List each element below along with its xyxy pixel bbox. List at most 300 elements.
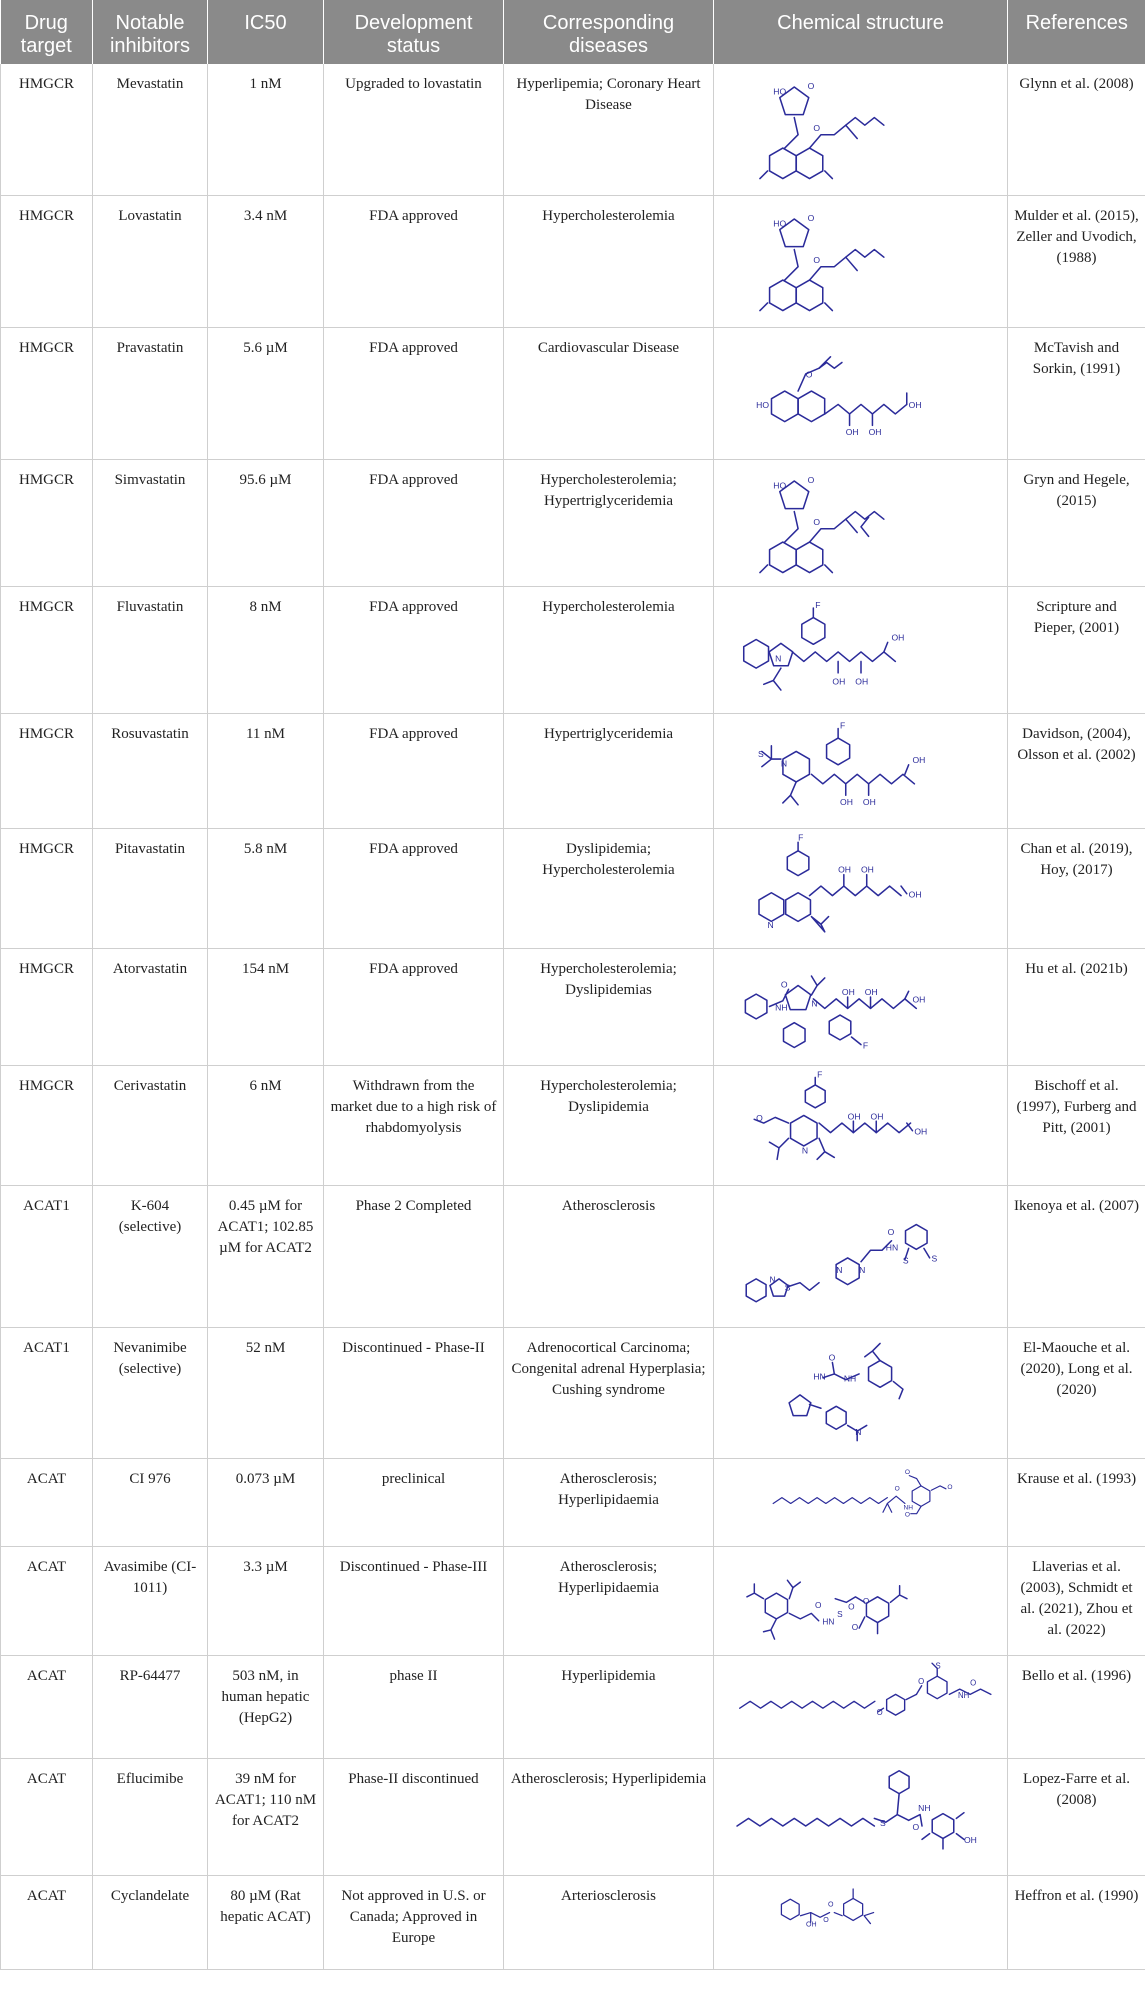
structure-bond bbox=[846, 250, 884, 258]
structure-atom-label: O bbox=[807, 81, 815, 92]
structure-bond bbox=[770, 542, 797, 573]
structure-atom-label: OH bbox=[868, 426, 882, 437]
development-status-cell: Not approved in U.S. or Canada; Approved in Europe bbox=[324, 1875, 504, 1969]
development-status-cell: FDA approved bbox=[324, 828, 504, 948]
diseases-cell: Atherosclerosis; Hyperlipidemia bbox=[504, 1758, 714, 1875]
structure-bond bbox=[805, 1085, 825, 1108]
development-status-cell: FDA approved bbox=[324, 586, 504, 713]
structure-bond bbox=[887, 1496, 905, 1503]
header-row bbox=[1, 0, 1145, 64]
structure-bond bbox=[789, 1613, 818, 1620]
structure-atom-label: OH bbox=[806, 1921, 817, 1929]
mevastatin-structure bbox=[718, 73, 1004, 185]
structure-bond bbox=[827, 738, 850, 765]
chemical-structure-cell bbox=[714, 1327, 1008, 1458]
table-row bbox=[1, 327, 1145, 459]
structure-atom-label: N bbox=[767, 920, 774, 931]
structure-atom-label: O bbox=[828, 1352, 836, 1363]
inhibitor-name-cell: RP-64477 bbox=[93, 1655, 208, 1758]
structure-atom-label: S bbox=[784, 1282, 791, 1293]
structure-bond bbox=[927, 1676, 947, 1699]
structure-bond bbox=[810, 1404, 821, 1408]
ic50-cell: 1 nM bbox=[208, 64, 324, 195]
structure-atom-label: OH bbox=[891, 631, 905, 642]
inhibitor-name-cell: Nevanimibe (selective) bbox=[93, 1327, 208, 1458]
chemical-structure-cell bbox=[714, 195, 1008, 327]
chemical-structure-cell bbox=[714, 1065, 1008, 1185]
drug-target-cell: ACAT1 bbox=[1, 1185, 93, 1327]
references-cell: Lopez-Farre et al. (2008) bbox=[1008, 1758, 1145, 1875]
diseases-cell: Hypercholesterolemia; Hypertriglyceridemia bbox=[504, 459, 714, 586]
chemical-structure-cell bbox=[714, 1655, 1008, 1758]
structure-bond bbox=[906, 1225, 928, 1250]
structure-atom-label: N bbox=[859, 1265, 866, 1276]
structure-bond bbox=[791, 1115, 818, 1146]
structure-atom-label: F bbox=[798, 832, 804, 843]
structure-bond bbox=[785, 511, 798, 542]
structure-bond bbox=[737, 1818, 874, 1826]
inhibitor-name-cell: Pitavastatin bbox=[93, 828, 208, 948]
structure-atom-label: O bbox=[904, 1511, 911, 1519]
structure-bond bbox=[912, 1486, 930, 1507]
structure-atom-label: OH bbox=[908, 400, 922, 411]
drug-target-cell: ACAT bbox=[1, 1875, 93, 1969]
structure-bond bbox=[890, 1586, 907, 1603]
drug-target-cell: HMGCR bbox=[1, 327, 93, 459]
structure-atom-label: N bbox=[811, 998, 818, 1009]
structure-bond bbox=[785, 250, 798, 281]
development-status-cell: Phase 2 Completed bbox=[324, 1185, 504, 1327]
references-cell: Llaverias et al. (2003), Schmidt et al. (2021), Zhou et al. (2022) bbox=[1008, 1546, 1145, 1655]
structure-bond bbox=[905, 991, 909, 999]
nevanimibe-structure bbox=[718, 1337, 1004, 1449]
structure-atom-label: N bbox=[801, 1145, 809, 1156]
cyclandelate-structure bbox=[718, 1878, 1004, 1966]
structure-bond bbox=[825, 404, 907, 414]
diseases-cell: Hypertriglyceridemia bbox=[504, 713, 714, 828]
structure-bond bbox=[745, 994, 767, 1019]
pitavastatin-structure bbox=[718, 832, 1004, 944]
references-cell: McTavish and Sorkin, (1991) bbox=[1008, 327, 1145, 459]
structure-atom-label: O bbox=[807, 212, 815, 223]
structure-bond bbox=[906, 1694, 916, 1699]
structure-bond bbox=[832, 1362, 834, 1373]
structure-bond bbox=[825, 564, 833, 572]
structure-atom-label: OH bbox=[841, 987, 855, 998]
ic50-cell: 52 nM bbox=[208, 1327, 324, 1458]
table-row bbox=[1, 1655, 1145, 1758]
structure-bond bbox=[798, 391, 825, 422]
structure-bond bbox=[901, 886, 907, 894]
references-cell: Hu et al. (2021b) bbox=[1008, 948, 1145, 1065]
structure-bond bbox=[771, 391, 798, 422]
structure-bond bbox=[811, 917, 828, 932]
structure-atom-label: HO bbox=[773, 218, 787, 229]
inhibitor-name-cell: Simvastatin bbox=[93, 459, 208, 586]
ic50-cell: 3.3 µM bbox=[208, 1546, 324, 1655]
development-status-cell: FDA approved bbox=[324, 195, 504, 327]
atorvastatin-structure bbox=[718, 951, 1004, 1062]
drug-target-cell: ACAT1 bbox=[1, 1327, 93, 1458]
table-row bbox=[1, 459, 1145, 586]
inhibitor-name-cell: Lovastatin bbox=[93, 195, 208, 327]
structure-bond bbox=[826, 1406, 846, 1429]
structure-atom-label: S bbox=[935, 1661, 941, 1671]
structure-bond bbox=[796, 280, 823, 311]
structure-bond bbox=[765, 1593, 787, 1619]
drug-target-cell: ACAT bbox=[1, 1458, 93, 1546]
structure-bond bbox=[783, 1023, 805, 1048]
chemical-structure-cell bbox=[714, 1875, 1008, 1969]
references-cell: Bischoff et al. (1997), Furberg and Pitt, (2001) bbox=[1008, 1065, 1145, 1185]
structure-atom-label: OH bbox=[832, 675, 846, 686]
structure-atom-label: O bbox=[912, 1821, 920, 1832]
structure-bond bbox=[819, 1123, 911, 1133]
structure-atom-label: O bbox=[970, 1678, 977, 1688]
inhibitor-name-cell: Pravastatin bbox=[93, 327, 208, 459]
structure-bond bbox=[783, 782, 798, 805]
drug-target-cell: HMGCR bbox=[1, 459, 93, 586]
references-cell: Chan et al. (2019), Hoy, (2017) bbox=[1008, 828, 1145, 948]
header-chemical-structure: Chemical structure bbox=[714, 0, 1008, 64]
structure-bond bbox=[846, 784, 869, 795]
structure-bond bbox=[883, 1503, 892, 1512]
chemical-structure-cell bbox=[714, 1185, 1008, 1327]
chemical-structure-cell bbox=[714, 948, 1008, 1065]
diseases-cell: Cardiovascular Disease bbox=[504, 327, 714, 459]
structure-atom-label: HO bbox=[756, 400, 770, 411]
chemical-structure-cell bbox=[714, 586, 1008, 713]
structure-atom-label: S bbox=[837, 1610, 843, 1620]
structure-atom-label: N bbox=[775, 652, 782, 663]
structure-bond bbox=[762, 746, 781, 767]
structure-bond bbox=[787, 851, 809, 876]
structure-bond bbox=[829, 1015, 851, 1040]
development-status-cell: FDA approved bbox=[324, 459, 504, 586]
structure-atom-label: OH bbox=[847, 1111, 861, 1122]
structure-bond bbox=[834, 1913, 842, 1916]
drug-target-cell: HMGCR bbox=[1, 195, 93, 327]
structure-bond bbox=[773, 1498, 887, 1504]
ic50-cell: 154 nM bbox=[208, 948, 324, 1065]
table-row bbox=[1, 1458, 1145, 1546]
structure-bond bbox=[956, 1834, 964, 1840]
structure-atom-label: F bbox=[815, 599, 821, 610]
structure-atom-label: O bbox=[862, 1597, 870, 1607]
inhibitor-name-cell: K-604 (selective) bbox=[93, 1185, 208, 1327]
structure-bond bbox=[850, 414, 873, 425]
structure-bond bbox=[764, 668, 781, 690]
structure-bond bbox=[770, 280, 797, 311]
structure-bond bbox=[740, 1701, 875, 1708]
chemical-structure-cell bbox=[714, 459, 1008, 586]
header-drug-target: Drug target bbox=[1, 0, 93, 64]
inhibitor-name-cell: Rosuvastatin bbox=[93, 713, 208, 828]
chemical-structure-cell bbox=[714, 828, 1008, 948]
ic50-cell: 5.8 nM bbox=[208, 828, 324, 948]
lovastatin-structure bbox=[718, 205, 1004, 317]
structure-atom-label: OH bbox=[861, 864, 874, 875]
inhibitor-name-cell: CI 976 bbox=[93, 1458, 208, 1546]
structure-bond bbox=[866, 1597, 888, 1623]
structure-atom-label: S bbox=[880, 1818, 886, 1829]
structure-atom-label: O bbox=[887, 1227, 895, 1238]
structure-bond bbox=[909, 1476, 946, 1514]
structure-atom-label: O bbox=[851, 1622, 859, 1632]
development-status-cell: Discontinued - Phase-III bbox=[324, 1546, 504, 1655]
ic50-cell: 503 nM, in human hepatic (HepG2) bbox=[208, 1655, 324, 1758]
structure-bond bbox=[889, 1771, 909, 1794]
structure-atom-label: N bbox=[836, 1265, 843, 1276]
diseases-cell: Dyslipidemia; Hypercholesterolemia bbox=[504, 828, 714, 948]
structure-atom-label: O bbox=[807, 474, 815, 485]
inhibitor-name-cell: Cerivastatin bbox=[93, 1065, 208, 1185]
diseases-cell: Hyperlipemia; Coronary Heart Disease bbox=[504, 64, 714, 195]
structure-atom-label: OH bbox=[862, 796, 876, 807]
structure-bond bbox=[819, 362, 842, 368]
ic50-cell: 11 nM bbox=[208, 713, 324, 828]
diseases-cell: Hypercholesterolemia; Dyslipidemias bbox=[504, 948, 714, 1065]
table-row bbox=[1, 1065, 1145, 1185]
drug-target-cell: HMGCR bbox=[1, 1065, 93, 1185]
structure-atom-label: N bbox=[855, 1426, 862, 1437]
pravastatin-structure bbox=[718, 337, 1004, 449]
structure-atom-label: OH bbox=[912, 994, 926, 1005]
structure-atom-label: F bbox=[817, 1069, 823, 1080]
references-cell: Scripture and Pieper, (2001) bbox=[1008, 586, 1145, 713]
structure-atom-label: NH bbox=[843, 1373, 857, 1384]
drug-target-cell: ACAT bbox=[1, 1655, 93, 1758]
inhibitor-name-cell: Mevastatin bbox=[93, 64, 208, 195]
chemical-structure-cell bbox=[714, 64, 1008, 195]
diseases-cell: Hypercholesterolemia bbox=[504, 195, 714, 327]
structure-atom-label: NH bbox=[918, 1802, 931, 1813]
references-cell: El-Maouche et al. (2020), Long et al. (2020) bbox=[1008, 1327, 1145, 1458]
structure-atom-label: S bbox=[758, 749, 764, 760]
structure-atom-label: HN bbox=[822, 1617, 835, 1627]
table-row bbox=[1, 1875, 1145, 1969]
structure-bond bbox=[810, 886, 902, 896]
structure-atom-label: OH bbox=[855, 675, 869, 686]
table-row bbox=[1, 64, 1145, 195]
structure-atom-label: O bbox=[813, 516, 821, 527]
drug-target-cell: HMGCR bbox=[1, 948, 93, 1065]
chemical-structure-cell bbox=[714, 713, 1008, 828]
structure-atom-label: OH bbox=[864, 987, 878, 998]
structure-bond bbox=[932, 1814, 954, 1839]
structure-atom-label: HO bbox=[773, 480, 787, 491]
structure-bond bbox=[844, 1898, 863, 1920]
structure-atom-label: NH bbox=[903, 1504, 913, 1512]
drug-target-cell: HMGCR bbox=[1, 828, 93, 948]
structure-bond bbox=[747, 1584, 764, 1599]
diseases-cell: Atherosclerosis; Hyperlipidaemia bbox=[504, 1546, 714, 1655]
structure-bond bbox=[760, 171, 768, 179]
ic50-cell: 3.4 nM bbox=[208, 195, 324, 327]
fluvastatin-structure bbox=[718, 594, 1004, 706]
structure-atom-label: HN bbox=[885, 1242, 899, 1253]
structure-bond bbox=[825, 303, 833, 311]
structure-atom-label: OH bbox=[908, 889, 922, 900]
ic50-cell: 0.073 µM bbox=[208, 1458, 324, 1546]
development-status-cell: FDA approved bbox=[324, 948, 504, 1065]
structure-bond bbox=[770, 148, 797, 179]
structure-bond bbox=[922, 1813, 964, 1849]
structure-bond bbox=[869, 1360, 892, 1387]
structure-bond bbox=[861, 517, 869, 536]
diseases-cell: Hypercholesterolemia; Dyslipidemia bbox=[504, 1065, 714, 1185]
header-development-status: Development status bbox=[324, 0, 504, 64]
development-status-cell: Upgraded to lovastatin bbox=[324, 64, 504, 195]
structure-bond bbox=[949, 1689, 991, 1694]
eflucimibe-structure bbox=[718, 1761, 1004, 1872]
structure-atom-label: OH bbox=[914, 1126, 928, 1137]
references-cell: Gryn and Hegele, (2015) bbox=[1008, 459, 1145, 586]
structure-bond bbox=[785, 118, 798, 149]
diseases-cell: Hypercholesterolemia bbox=[504, 586, 714, 713]
ci976-structure bbox=[718, 1461, 1004, 1543]
development-status-cell: preclinical bbox=[324, 1458, 504, 1546]
rosuvastatin-structure bbox=[718, 716, 1004, 825]
diseases-cell: Atherosclerosis; Hyperlipidaemia bbox=[504, 1458, 714, 1546]
structure-bond bbox=[916, 1686, 921, 1695]
ic50-cell: 8 nM bbox=[208, 586, 324, 713]
drug-target-cell: HMGCR bbox=[1, 713, 93, 828]
table-row bbox=[1, 713, 1145, 828]
structure-atom-label: HO bbox=[773, 86, 787, 97]
chemical-structure-cell bbox=[714, 1458, 1008, 1546]
inhibitor-name-cell: Eflucimibe bbox=[93, 1758, 208, 1875]
structure-atom-label: O bbox=[813, 123, 821, 134]
header-references: References bbox=[1008, 0, 1145, 64]
drug-target-cell: HMGCR bbox=[1, 586, 93, 713]
structure-atom-label: O bbox=[947, 1483, 953, 1491]
structure-atom-label: O bbox=[894, 1485, 900, 1493]
structure-bond bbox=[813, 999, 916, 1009]
k604-structure bbox=[718, 1200, 1004, 1312]
structure-atom-label: F bbox=[862, 1040, 869, 1051]
structure-bond bbox=[846, 511, 884, 519]
structure-bond bbox=[865, 1343, 880, 1360]
structure-bond bbox=[789, 1394, 811, 1415]
structure-atom-label: OH bbox=[845, 426, 859, 437]
structure-atom-label: O bbox=[815, 1600, 822, 1610]
structure-atom-label: OH bbox=[963, 1835, 977, 1846]
avasimibe-structure bbox=[718, 1549, 1004, 1652]
development-status-cell: Discontinued - Phase-II bbox=[324, 1327, 504, 1458]
development-status-cell: FDA approved bbox=[324, 327, 504, 459]
structure-atom-label: O bbox=[805, 369, 813, 380]
inhibitor-name-cell: Fluvastatin bbox=[93, 586, 208, 713]
structure-bond bbox=[798, 357, 830, 391]
table-row bbox=[1, 586, 1145, 713]
structure-atom-label: OH bbox=[838, 864, 851, 875]
structure-atom-label: S bbox=[931, 1253, 938, 1264]
structure-atom-label: F bbox=[840, 720, 846, 731]
structure-atom-label: O bbox=[848, 1602, 855, 1612]
structure-bond bbox=[811, 774, 914, 784]
structure-bond bbox=[884, 642, 888, 652]
table-row bbox=[1, 948, 1145, 1065]
references-cell: Ikenoya et al. (2007) bbox=[1008, 1185, 1145, 1327]
structure-bond bbox=[844, 875, 867, 886]
references-cell: Davidson, (2004), Olsson et al. (2002) bbox=[1008, 713, 1145, 828]
structure-bond bbox=[781, 1899, 799, 1919]
references-cell: Bello et al. (1996) bbox=[1008, 1655, 1145, 1758]
structure-atom-label: O bbox=[756, 1113, 763, 1124]
structure-bond bbox=[846, 118, 884, 126]
table-row bbox=[1, 1546, 1145, 1655]
ic50-cell: 39 nM for ACAT1; 110 nM for ACAT2 bbox=[208, 1758, 324, 1875]
structure-atom-label: HN bbox=[813, 1371, 826, 1382]
structure-atom-label: O bbox=[828, 1901, 834, 1909]
diseases-cell: Adrenocortical Carcinoma; Congenital adrenal Hyperplasia; Cushing syndrome bbox=[504, 1327, 714, 1458]
ic50-cell: 6 nM bbox=[208, 1065, 324, 1185]
structure-bond bbox=[759, 893, 784, 922]
ic50-cell: 80 µM (Rat hepatic ACAT) bbox=[208, 1875, 324, 1969]
structure-bond bbox=[786, 893, 811, 922]
structure-atom-label: O bbox=[823, 1917, 829, 1924]
structure-atom-label: O bbox=[904, 1469, 911, 1477]
structure-atom-label: N bbox=[780, 758, 788, 769]
development-status-cell: Phase-II discontinued bbox=[324, 1758, 504, 1875]
cerivastatin-structure bbox=[718, 1069, 1004, 1181]
structure-bond bbox=[796, 148, 823, 179]
inhibitor-name-cell: Cyclandelate bbox=[93, 1875, 208, 1969]
structure-atom-label: OH bbox=[870, 1111, 884, 1122]
diseases-cell: Hyperlipidemia bbox=[504, 1655, 714, 1758]
structure-atom-label: OH bbox=[840, 796, 853, 807]
references-cell: Mulder et al. (2015), Zeller and Uvodich, (1988) bbox=[1008, 195, 1145, 327]
table-row bbox=[1, 1327, 1145, 1458]
development-status-cell: Withdrawn from the market due to a high risk of rhabdomyolysis bbox=[324, 1065, 504, 1185]
structure-bond bbox=[789, 1283, 820, 1291]
structure-atom-label: NH bbox=[775, 1002, 788, 1013]
structure-bond bbox=[887, 1694, 905, 1715]
structure-bond bbox=[893, 1381, 903, 1398]
chemical-structure-cell bbox=[714, 1546, 1008, 1655]
structure-bond bbox=[760, 564, 768, 572]
diseases-cell: Atherosclerosis bbox=[504, 1185, 714, 1327]
ic50-cell: 0.45 µM for ACAT1; 102.85 µM for ACAT2 bbox=[208, 1185, 324, 1327]
header-corresponding-diseases: Corresponding diseases bbox=[504, 0, 714, 64]
drug-target-cell: ACAT bbox=[1, 1546, 93, 1655]
structure-atom-label: S bbox=[902, 1255, 909, 1266]
references-cell: Krause et al. (1993) bbox=[1008, 1458, 1145, 1546]
structure-bond bbox=[851, 1037, 861, 1045]
structure-bond bbox=[802, 617, 825, 644]
inhibitor-name-cell: Avasimibe (CI-1011) bbox=[93, 1546, 208, 1655]
structure-bond bbox=[764, 1619, 777, 1639]
table-row bbox=[1, 1185, 1145, 1327]
structure-atom-label: O bbox=[918, 1676, 925, 1686]
structure-bond bbox=[746, 1279, 766, 1302]
diseases-cell: Arteriosclerosis bbox=[504, 1875, 714, 1969]
structure-atom-label: N bbox=[769, 1274, 776, 1285]
chemical-structure-cell bbox=[714, 1758, 1008, 1875]
structure-bond bbox=[838, 661, 861, 672]
structure-bond bbox=[817, 1138, 834, 1159]
header-ic50: IC50 bbox=[208, 0, 324, 64]
structure-bond bbox=[796, 542, 823, 573]
inhibitor-name-cell: Atorvastatin bbox=[93, 948, 208, 1065]
structure-atom-label: O bbox=[780, 979, 788, 990]
table-row bbox=[1, 195, 1145, 327]
structure-bond bbox=[905, 765, 909, 775]
structure-bond bbox=[744, 639, 769, 668]
ic50-cell: 95.6 µM bbox=[208, 459, 324, 586]
drug-target-cell: HMGCR bbox=[1, 64, 93, 195]
